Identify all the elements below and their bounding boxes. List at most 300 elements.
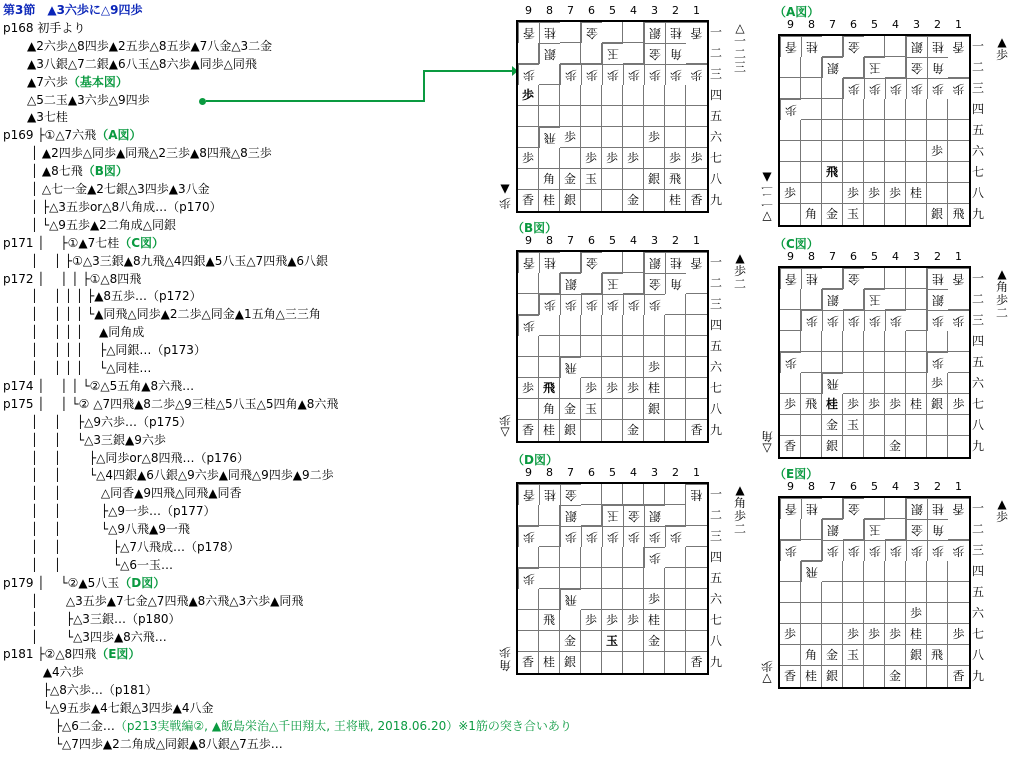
piece: 香 xyxy=(686,22,707,43)
rank-number: 九 xyxy=(710,423,723,437)
piece: 桂 xyxy=(801,36,822,57)
square xyxy=(644,190,665,211)
rank-number: 四 xyxy=(972,102,985,116)
piece: 飛 xyxy=(801,561,822,582)
piece: 香 xyxy=(690,655,703,669)
square xyxy=(885,498,906,519)
square xyxy=(686,336,707,357)
piece: 桂 xyxy=(686,484,707,505)
piece: 歩 xyxy=(518,378,539,399)
piece: 香 xyxy=(686,252,707,273)
piece: 金 xyxy=(843,36,864,57)
file-number: 5 xyxy=(609,466,616,479)
square xyxy=(581,336,602,357)
piece: 歩 xyxy=(864,394,885,415)
square xyxy=(864,36,885,57)
rank-labels xyxy=(710,252,722,441)
square xyxy=(885,289,906,310)
square xyxy=(801,624,822,645)
piece: 桂 xyxy=(539,22,560,43)
square xyxy=(822,331,843,352)
square xyxy=(885,331,906,352)
square xyxy=(686,610,707,631)
square xyxy=(602,190,623,211)
piece: 玉 xyxy=(602,273,623,294)
piece: 飛 xyxy=(539,127,560,148)
square xyxy=(780,310,801,331)
move-text: │ ├△3五歩or△8八角成…（p170） xyxy=(3,199,222,214)
rank-number: 一 xyxy=(710,487,723,501)
piece: 金 xyxy=(822,415,843,436)
square xyxy=(885,120,906,141)
square xyxy=(581,315,602,336)
piece: 金 xyxy=(560,484,581,505)
move-text: │ └△3四歩▲8六飛… xyxy=(3,629,167,644)
square xyxy=(780,120,801,141)
piece: 桂 xyxy=(927,498,948,519)
piece: 金 xyxy=(644,631,665,652)
square xyxy=(539,315,560,336)
piece: 歩 xyxy=(686,64,707,85)
square xyxy=(906,666,927,687)
square xyxy=(885,99,906,120)
square xyxy=(665,420,686,441)
square xyxy=(665,315,686,336)
file-number: 3 xyxy=(651,4,658,17)
piece: 金 xyxy=(623,190,644,211)
square xyxy=(948,415,969,436)
rank-number: 九 xyxy=(972,439,985,453)
square xyxy=(686,85,707,106)
file-number: 2 xyxy=(934,250,941,263)
piece: 歩 xyxy=(623,64,644,85)
piece: 歩 xyxy=(602,64,623,85)
square xyxy=(623,43,644,64)
piece: 飛 xyxy=(560,357,581,378)
piece: 歩 xyxy=(822,310,843,331)
square xyxy=(927,582,948,603)
square xyxy=(623,336,644,357)
square xyxy=(665,631,686,652)
square xyxy=(686,294,707,315)
piece: 金 xyxy=(843,268,864,289)
piece: 歩 xyxy=(843,394,864,415)
piece: 歩 xyxy=(864,183,885,204)
square xyxy=(780,78,801,99)
hand-piece: 角 xyxy=(995,280,1008,294)
hand-left xyxy=(498,645,512,671)
piece: 飛 xyxy=(801,394,822,415)
file-number: 8 xyxy=(808,250,815,263)
square xyxy=(864,352,885,373)
piece: 歩 xyxy=(644,589,665,610)
piece: 歩 xyxy=(864,310,885,331)
square xyxy=(864,436,885,457)
hand-piece: 二 xyxy=(733,277,746,291)
square xyxy=(665,399,686,420)
square xyxy=(822,582,843,603)
square xyxy=(644,484,665,505)
piece: 銀 xyxy=(560,273,581,294)
file-number: 3 xyxy=(651,466,658,479)
piece: 歩 xyxy=(581,294,602,315)
piece: 歩 xyxy=(560,526,581,547)
piece: 歩 xyxy=(948,540,969,561)
piece: 歩 xyxy=(602,148,623,169)
file-number: 7 xyxy=(567,4,574,17)
piece: 歩 xyxy=(927,540,948,561)
piece: 角 xyxy=(801,204,822,225)
hand-piece: ▽ xyxy=(762,672,772,686)
piece: 桂 xyxy=(801,666,822,687)
piece: 香 xyxy=(518,190,539,211)
file-number: 7 xyxy=(829,480,836,493)
piece: 玉 xyxy=(602,631,623,652)
piece: 銀 xyxy=(560,652,581,673)
rank-number: 一 xyxy=(710,255,723,269)
square xyxy=(885,373,906,394)
square xyxy=(539,357,560,378)
square xyxy=(686,399,707,420)
piece: 金 xyxy=(623,420,644,441)
rank-labels xyxy=(710,22,722,211)
square xyxy=(948,519,969,540)
piece: 角 xyxy=(801,645,822,666)
board-basic xyxy=(516,20,709,213)
move-text: │ △3五歩▲7七金△7四飛▲8六飛△3六歩▲同飛 xyxy=(3,593,304,608)
square xyxy=(822,352,843,373)
hand-piece: 一 xyxy=(733,34,746,48)
piece: 飛 xyxy=(822,162,843,183)
square xyxy=(780,519,801,540)
piece: 桂 xyxy=(906,183,927,204)
square xyxy=(843,561,864,582)
square xyxy=(801,120,822,141)
square xyxy=(581,589,602,610)
piece: 歩 xyxy=(780,183,801,204)
square xyxy=(885,519,906,540)
piece: 桂 xyxy=(539,652,560,673)
square xyxy=(518,169,539,190)
square xyxy=(948,352,969,373)
piece: 歩 xyxy=(644,64,665,85)
hand-piece: 三 xyxy=(733,60,746,74)
piece: 銀 xyxy=(822,666,843,687)
square xyxy=(822,120,843,141)
hand-piece: 角 xyxy=(733,496,746,510)
file-number: 9 xyxy=(787,480,794,493)
square xyxy=(780,289,801,310)
piece: 桂 xyxy=(539,420,560,441)
square xyxy=(665,294,686,315)
piece: 金 xyxy=(581,22,602,43)
square xyxy=(581,273,602,294)
piece: 金 xyxy=(885,436,906,457)
file-number: 6 xyxy=(850,250,857,263)
piece: 金 xyxy=(581,252,602,273)
piece: 金 xyxy=(843,498,864,519)
rank-number: 八 xyxy=(710,402,723,416)
square xyxy=(581,106,602,127)
rank-number: 一 xyxy=(972,271,985,285)
square xyxy=(602,589,623,610)
piece: 歩 xyxy=(927,373,948,394)
square xyxy=(686,547,707,568)
move-text: p179 │ └②▲5八玉 xyxy=(3,575,120,590)
square xyxy=(927,561,948,582)
square xyxy=(644,652,665,673)
rank-number: 五 xyxy=(710,571,723,585)
piece: 歩 xyxy=(864,624,885,645)
square xyxy=(948,141,969,162)
move-text: │ │ └△6一玉… xyxy=(3,557,173,572)
square xyxy=(623,399,644,420)
move-text: │ △七一金▲2七銀△3四歩▲3八金 xyxy=(3,182,210,196)
piece: 歩 xyxy=(644,526,665,547)
square xyxy=(864,582,885,603)
move-text: △5二玉▲3六歩△9四歩 xyxy=(3,92,150,107)
square xyxy=(644,106,665,127)
square xyxy=(927,603,948,624)
file-number: 9 xyxy=(525,4,532,17)
move-text: │ │ │ │ └△同桂… xyxy=(3,361,152,375)
square xyxy=(623,127,644,148)
rank-number: 二 xyxy=(972,60,985,74)
square xyxy=(518,294,539,315)
square xyxy=(927,162,948,183)
square xyxy=(623,547,644,568)
square xyxy=(623,631,644,652)
piece: 飛 xyxy=(560,589,581,610)
piece: 香 xyxy=(518,252,539,273)
file-number: 6 xyxy=(588,466,595,479)
square xyxy=(644,148,665,169)
square xyxy=(623,273,644,294)
square xyxy=(518,610,539,631)
square xyxy=(906,99,927,120)
square xyxy=(665,106,686,127)
piece: 桂 xyxy=(906,394,927,415)
piece: 銀 xyxy=(560,420,581,441)
piece: 香 xyxy=(780,666,801,687)
square xyxy=(885,268,906,289)
square xyxy=(665,505,686,526)
file-number: 9 xyxy=(787,18,794,31)
square xyxy=(518,631,539,652)
piece: 歩 xyxy=(780,540,801,561)
square xyxy=(822,36,843,57)
piece: 歩 xyxy=(518,315,539,336)
hand-piece: △ xyxy=(735,21,745,35)
square xyxy=(518,127,539,148)
piece: 歩 xyxy=(581,148,602,169)
square xyxy=(644,568,665,589)
rank-labels xyxy=(710,484,722,673)
square xyxy=(843,666,864,687)
square xyxy=(927,120,948,141)
piece: 銀 xyxy=(644,252,665,273)
square xyxy=(885,141,906,162)
square xyxy=(864,603,885,624)
file-number: 4 xyxy=(630,234,637,247)
rank-labels xyxy=(972,268,984,457)
piece: 歩 xyxy=(518,85,539,106)
square xyxy=(539,568,560,589)
square xyxy=(780,141,801,162)
square xyxy=(665,127,686,148)
rank-number: 七 xyxy=(710,151,723,165)
square xyxy=(518,547,539,568)
rank-number: 二 xyxy=(972,522,985,536)
file-number: 2 xyxy=(672,4,679,17)
square xyxy=(581,568,602,589)
rank-number: 二 xyxy=(710,508,723,522)
file-number: 4 xyxy=(630,4,637,17)
square xyxy=(948,645,969,666)
file-number: 4 xyxy=(892,18,899,31)
square xyxy=(864,99,885,120)
file-number: 2 xyxy=(934,18,941,31)
rank-number: 七 xyxy=(972,627,985,641)
piece: 銀 xyxy=(644,169,665,190)
square xyxy=(539,85,560,106)
hand-piece: 歩 xyxy=(995,48,1008,62)
square xyxy=(801,183,822,204)
square xyxy=(602,252,623,273)
piece: 歩 xyxy=(560,127,581,148)
square xyxy=(822,78,843,99)
piece: 金 xyxy=(623,505,644,526)
piece: 歩 xyxy=(581,526,602,547)
piece: 歩 xyxy=(644,547,665,568)
square xyxy=(906,561,927,582)
move-text: ▲3八銀△7二銀▲6八玉△8六歩▲同歩△同飛 xyxy=(3,56,257,71)
piece: 銀 xyxy=(560,505,581,526)
square xyxy=(885,36,906,57)
square xyxy=(623,357,644,378)
piece: 桂 xyxy=(801,498,822,519)
piece: 歩 xyxy=(885,540,906,561)
rank-number: 三 xyxy=(972,313,985,327)
square xyxy=(518,399,539,420)
move-text: │ ├△3三銀…（p180） xyxy=(3,611,181,626)
square xyxy=(801,78,822,99)
file-number: 7 xyxy=(567,466,574,479)
piece: 桂 xyxy=(801,268,822,289)
rank-number: 六 xyxy=(972,606,985,620)
hand-piece: 角 xyxy=(499,658,512,672)
square xyxy=(906,204,927,225)
square xyxy=(843,603,864,624)
square xyxy=(602,399,623,420)
rank-number: 八 xyxy=(710,172,723,186)
piece: 玉 xyxy=(602,43,623,64)
hand-piece: △ xyxy=(762,442,772,456)
square xyxy=(665,547,686,568)
rank-number: 四 xyxy=(710,318,723,332)
piece: 玉 xyxy=(843,415,864,436)
piece: 金 xyxy=(822,204,843,225)
hand-piece: 歩 xyxy=(499,413,512,427)
move-text: │ │ │ │ ├△同銀…（p173） xyxy=(3,343,206,358)
file-number: 6 xyxy=(588,234,595,247)
piece: 歩 xyxy=(623,610,644,631)
square xyxy=(560,336,581,357)
square xyxy=(623,22,644,43)
square xyxy=(927,436,948,457)
rank-number: 四 xyxy=(972,334,985,348)
square xyxy=(864,498,885,519)
rank-number: 六 xyxy=(710,360,723,374)
piece: 香 xyxy=(690,423,703,437)
board-a xyxy=(778,34,971,227)
square xyxy=(927,331,948,352)
square xyxy=(885,582,906,603)
board-b xyxy=(516,250,709,443)
diagram-reference: （E図） xyxy=(96,647,141,662)
square xyxy=(864,373,885,394)
piece: 角 xyxy=(539,169,560,190)
rank-number: 四 xyxy=(972,564,985,578)
square xyxy=(560,610,581,631)
file-number: 4 xyxy=(630,466,637,479)
square xyxy=(780,162,801,183)
square xyxy=(780,645,801,666)
square xyxy=(948,373,969,394)
square xyxy=(927,415,948,436)
square xyxy=(864,415,885,436)
square xyxy=(906,162,927,183)
piece: 金 xyxy=(560,169,581,190)
move-text: p169 ├①△7六飛 xyxy=(3,128,97,143)
piece: 香 xyxy=(780,436,801,457)
piece: 銀 xyxy=(927,289,948,310)
piece: 香 xyxy=(780,36,801,57)
diagram-caption-a: （A図） xyxy=(774,5,820,19)
square xyxy=(885,204,906,225)
piece: 香 xyxy=(780,498,801,519)
square xyxy=(906,415,927,436)
piece: 歩 xyxy=(927,141,948,162)
square xyxy=(864,120,885,141)
diagram-caption-d: （D図） xyxy=(512,453,558,467)
hand-piece: 二 xyxy=(733,522,746,536)
piece: 飛 xyxy=(822,373,843,394)
rank-number: 七 xyxy=(972,397,985,411)
file-number: 8 xyxy=(808,18,815,31)
move-text: │ │ │ │ ├▲8五歩…（p172） xyxy=(3,289,202,304)
rank-number: 五 xyxy=(710,339,723,353)
square xyxy=(686,169,707,190)
square xyxy=(581,420,602,441)
file-number: 9 xyxy=(525,234,532,247)
move-text: ▲2六歩△8四歩▲2五歩△8五歩▲7八金△3二金 xyxy=(3,38,273,53)
piece: 歩 xyxy=(581,64,602,85)
square xyxy=(948,603,969,624)
move-text: ├△6二金… xyxy=(3,719,115,733)
move-text: p172 │ │ │ ├①△8四飛 xyxy=(3,271,142,286)
file-number: 3 xyxy=(913,480,920,493)
piece: 歩 xyxy=(780,352,801,373)
square xyxy=(581,547,602,568)
piece: 銀 xyxy=(644,22,665,43)
square xyxy=(665,85,686,106)
square xyxy=(843,519,864,540)
move-text: 第3節 ▲3六歩に△9四歩 xyxy=(3,3,143,17)
file-number: 1 xyxy=(955,480,962,493)
piece: 玉 xyxy=(602,505,623,526)
square xyxy=(843,99,864,120)
